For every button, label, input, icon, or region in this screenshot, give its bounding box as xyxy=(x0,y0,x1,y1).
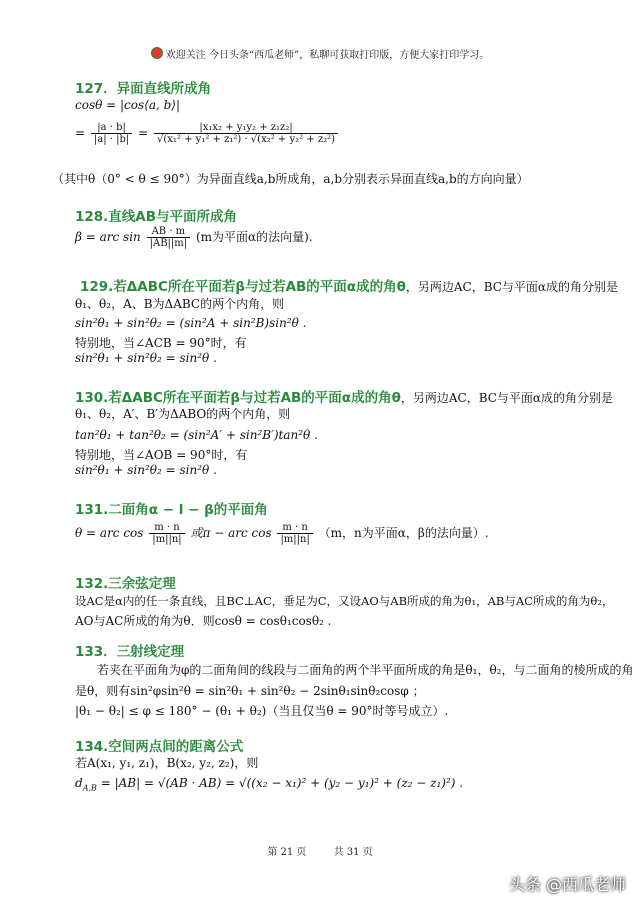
section-130-title: 130.若ΔABC所在平面若β与过若AB的平面α成的角θ xyxy=(75,390,401,406)
s134-d-sub: A,B xyxy=(82,783,97,793)
s127-frac2 xyxy=(154,122,338,145)
s134-line1: 若A(x₁, y₁, z₁)，B(x₂, y₂, z₂)，则 xyxy=(75,756,259,770)
s128-frac-den: |AB||m| xyxy=(149,238,188,249)
section-134-title: 134.空间两点间的距离公式 xyxy=(75,739,244,755)
s129-line3: 特别地，当∠ACB = 90°时，有 xyxy=(75,336,247,350)
s133-line3: |θ₁ − θ₂| ≤ φ ≤ 180° − (θ₁ + θ₂)（当且仅当θ = 90°时等号成立）. xyxy=(75,704,449,718)
s134-post: = √((x₂ − x₁)² + (y₂ − y₁)² + (z₂ − z₁)²) . xyxy=(221,776,464,790)
s128-line1 xyxy=(75,226,313,249)
s130-title-line xyxy=(75,386,613,406)
s131-arccos1: θ = arc cos xyxy=(75,526,144,540)
s128-frac-num: AB · m xyxy=(147,226,191,238)
s130-title-rest: ，另两边AC，BC与平面α成的角分别是 xyxy=(400,391,614,405)
s131-arccos2: 或π − arc cos xyxy=(190,526,272,540)
s127-frac1 xyxy=(91,122,132,145)
s127-frac2-den: √(x₁² + y₁² + z₁²) · √(x₂² + y₂² + z₂²) xyxy=(157,134,336,145)
section-131-title: 131.二面角α − l − β的平面角 xyxy=(75,502,268,518)
s127-frac2-num: |x₁x₂ + y₁y₂ + z₁z₂| xyxy=(154,122,338,134)
s129-line2: sin²θ₁ + sin²θ₂ = (sin²A + sin²B)sin²θ . xyxy=(75,316,307,330)
page-header xyxy=(0,46,640,61)
s134-d: d xyxy=(75,776,83,790)
s127-eq1: = xyxy=(75,126,86,140)
s134-mid: = |AB| = √(AB · AB) xyxy=(96,776,222,790)
section-133-title: 133．三射线定理 xyxy=(75,644,185,660)
s128-note: (m为平面α的法向量). xyxy=(195,230,313,244)
s130-line2: tan²θ₁ + tan²θ₂ = (sin²A′ + sin²B′)tan²θ . xyxy=(75,428,318,442)
s127-frac1-num: |a · b| xyxy=(91,122,132,134)
s131-frac1 xyxy=(149,522,184,545)
s130-line4: sin²θ₁ + sin²θ₂ = sin²θ . xyxy=(75,463,217,477)
watermark: 头条 @西瓜老师 xyxy=(508,875,626,894)
s133-line1: 若夹在平面角为φ的二面角间的线段与二面角的两个半平面所成的角是θ₁，θ₂，与二面角的棱所成的角 xyxy=(97,663,634,677)
s130-line1: θ₁、θ₂，A′、B′为ΔABO的两个内角，则 xyxy=(75,407,291,421)
s127-frac1-den: |a| · |b| xyxy=(93,134,130,145)
s131-note: （m，n为平面α，β的法向量）. xyxy=(318,526,489,540)
s129-title-line xyxy=(80,275,618,295)
s131-frac2-den: |m||n| xyxy=(280,534,310,545)
s127-line3: （其中θ（0° < θ ≤ 90°）为异面直线a,b所成角，a,b分别表示异面直线a,b的方向向量） xyxy=(52,172,529,186)
s131-frac2 xyxy=(277,522,312,545)
s129-title-rest: ，另两边AC，BC与平面α成的角分别是 xyxy=(405,280,619,294)
section-128-title: 128.直线AB与平面所成角 xyxy=(75,209,238,225)
s132-line1: 设AC是α内的任一条直线，且BC⊥AC，垂足为C，又设AO与AB所成的角为θ₁，AB与AC所成的角为θ₂， xyxy=(75,594,614,608)
section-127-title: 127．异面直线所成角 xyxy=(75,81,212,97)
footer-total-pages: 共 31 页 xyxy=(333,847,373,858)
s131-frac1-num: m · n xyxy=(149,522,184,534)
s129-line4: sin²θ₁ + sin²θ₂ = sin²θ . xyxy=(75,351,217,365)
s128-frac xyxy=(147,226,191,249)
s131-frac1-den: |m||n| xyxy=(152,534,182,545)
page-footer xyxy=(0,843,640,858)
s131-line1 xyxy=(75,522,489,545)
header-text: 欢迎关注 今日头条“西瓜老师”，私聊可获取打印版，方便大家打印学习。 xyxy=(165,50,490,61)
s129-line1: θ₁、θ₂，A、B为ΔABC的两个内角，则 xyxy=(75,297,285,311)
s134-line2 xyxy=(75,776,463,792)
s131-frac2-num: m · n xyxy=(277,522,312,534)
section-132-title: 132.三余弦定理 xyxy=(75,576,176,592)
s128-arcsin: β = arc sin xyxy=(75,230,141,244)
s127-eq2: = xyxy=(138,126,149,140)
footer-page-number: 第 21 页 xyxy=(267,847,307,858)
s130-line3: 特别地，当∠AOB = 90°时，有 xyxy=(75,448,248,462)
s127-line1: cosθ = |cos⟨a, b⟩| xyxy=(75,98,181,112)
s127-line2 xyxy=(75,122,340,145)
watermelon-icon xyxy=(151,47,163,59)
section-129-title: 129.若ΔABC所在平面若β与过若AB的平面α成的角θ xyxy=(80,279,406,295)
s133-line2: 是θ，则有sin²φsin²θ = sin²θ₁ + sin²θ₂ − 2sinθ₁sinθ₂cosφ ； xyxy=(75,684,425,698)
s132-line2: AO与AC所成的角为θ．则cosθ = cosθ₁cosθ₂ . xyxy=(75,614,332,628)
